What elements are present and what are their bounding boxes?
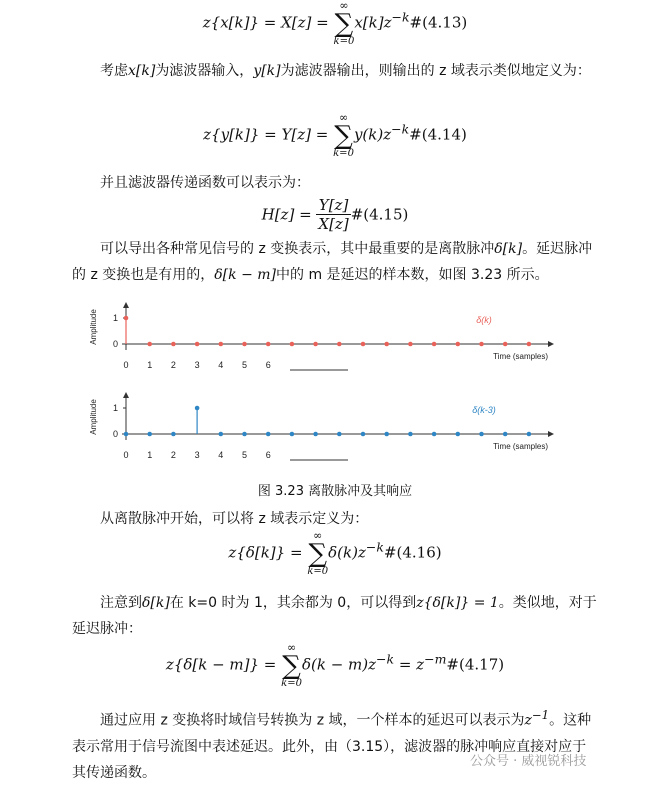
stem-point <box>290 432 295 437</box>
sum-lower: k=0 <box>333 36 355 47</box>
eq-tag: #(4.15) <box>350 205 409 224</box>
equation-4-14 <box>0 112 670 159</box>
stem-point <box>171 432 176 437</box>
eq-tag: #(4.16) <box>383 543 442 562</box>
eq-lhs: z{y[k]} = Y[z] = <box>203 125 334 144</box>
stem-point <box>266 342 271 347</box>
x-axis-arrow <box>548 431 554 437</box>
eq-exp: −k <box>365 539 384 555</box>
paragraph-5 <box>72 590 600 642</box>
x-tick-label: 3 <box>194 450 200 460</box>
equation-4-13 <box>0 0 670 47</box>
stem-point <box>408 432 413 437</box>
stem-point <box>527 432 532 437</box>
math-inline: δ[k − m] <box>214 267 276 283</box>
stem-point <box>503 342 508 347</box>
math-exp: −1 <box>531 708 550 722</box>
sum-symbol: ∞ ∑ k=0 <box>281 641 302 689</box>
paragraph-4: 从离散脉冲开始，可以将 z 域表示定义为： <box>100 511 369 527</box>
equation-4-16 <box>0 530 670 577</box>
figure-caption: 图 3.23 离散脉冲及其响应 <box>257 484 413 499</box>
math-inline: δ[k] <box>142 595 170 611</box>
fraction <box>316 196 350 233</box>
stem-point <box>171 342 176 347</box>
x-tick-label: 0 <box>123 450 129 460</box>
x-tick-label: 3 <box>194 360 200 370</box>
text: 通过应用 z 变换将时域信号转换为 z 域，一个样本的延迟可以表示为 <box>100 712 525 729</box>
eq-tag: #(4.17) <box>446 655 505 674</box>
text: 中的 m 是延迟的样本数，如图 3.23 所示。 <box>276 267 549 283</box>
paragraph-3 <box>72 236 600 288</box>
x-tick-label: 0 <box>123 360 129 370</box>
x-tick-label: 4 <box>218 450 224 460</box>
paragraph-2: 并且滤波器传递函数可以表示为： <box>100 175 310 191</box>
y-tick-label: 0 <box>112 339 118 349</box>
y-tick-label: 1 <box>112 313 118 323</box>
sum-upper: ∞ <box>286 641 297 654</box>
stem-point <box>384 342 389 347</box>
text: 为滤波器输入， <box>155 63 254 79</box>
equation-4-17 <box>0 642 670 689</box>
eq-body: x[k]z <box>354 13 392 32</box>
eq-lhs: z{x[k]} = X[z] = <box>202 13 334 32</box>
text: 。这种表示常用于信号流图中表述延迟。此外，由（3.15），滤波器的脉冲响应直接对应于其传递函数。 <box>72 712 592 781</box>
sum-symbol: ∞ ∑ k=0 <box>307 529 329 577</box>
y-axis-arrow <box>123 302 129 308</box>
x-tick-label: 4 <box>218 360 224 370</box>
x-tick-label: 2 <box>170 360 176 370</box>
eq-exp: −k <box>391 121 410 137</box>
text: 可以导出各种常见信号的 z 变换表示，其中最重要的是离散脉冲 <box>100 241 495 257</box>
eq-lhs: H[z] = <box>261 205 317 224</box>
stem-point <box>361 342 366 347</box>
y-axis-label: Amplitude <box>89 399 98 435</box>
sum-symbol: ∞ ∑ k=0 <box>333 111 354 159</box>
stem-point <box>124 432 129 437</box>
fraction-denominator: X[z] <box>318 215 349 233</box>
math-inline: z <box>524 712 532 729</box>
equation-4-15 <box>0 196 670 233</box>
text: 。延迟脉冲的 z 变换也是有用的， <box>72 241 593 283</box>
legend-label: δ(k-3) <box>472 405 496 415</box>
eq-exp: −k <box>376 651 395 667</box>
x-tick-label: 5 <box>241 360 248 370</box>
math-inline: y[k] <box>253 63 281 79</box>
eq-tag: #(4.13) <box>409 13 468 32</box>
stem-point <box>266 432 271 437</box>
stem-point <box>384 432 389 437</box>
x-axis-label: Time (samples) <box>493 442 548 451</box>
text: 考虑 <box>100 63 128 79</box>
stem-point <box>219 342 224 347</box>
stem-point <box>242 432 247 437</box>
math-inline: z{δ[k]} = 1 <box>416 595 499 611</box>
text: 注意到 <box>100 595 142 611</box>
watermark: 公众号 · 威视锐科技 <box>470 754 587 769</box>
stem-point <box>503 432 508 437</box>
y-tick-label: 1 <box>112 403 118 413</box>
eq-lhs: z{δ[k]} = <box>228 543 308 562</box>
x-tick-label: 6 <box>265 360 271 370</box>
eq-body: y(k)z <box>353 125 392 144</box>
sum-lower: k=0 <box>281 678 302 689</box>
stem-point <box>242 342 247 347</box>
x-tick-label: 1 <box>147 450 153 460</box>
figure-3-23 <box>0 298 670 473</box>
stem-point <box>195 342 200 347</box>
stem-point <box>408 342 413 347</box>
x-tick-label: 6 <box>265 450 271 460</box>
stem-point <box>361 432 366 437</box>
math-inline: x[k] <box>128 63 156 79</box>
stem-point <box>147 432 152 437</box>
eq-exp: −k <box>391 9 410 25</box>
x-axis-arrow <box>548 341 554 347</box>
stem-point <box>313 432 318 437</box>
stem-point <box>432 342 437 347</box>
fraction-numerator: Y[z] <box>316 196 350 215</box>
stem-point <box>313 342 318 347</box>
paragraph-6 <box>72 702 600 786</box>
eq-rhs: = z <box>394 655 425 674</box>
stem-point <box>479 342 484 347</box>
stem-point <box>479 432 484 437</box>
stem-point <box>147 342 152 347</box>
sum-upper: ∞ <box>339 0 349 12</box>
text: 为滤波器输出，则输出的 z 域表示类似地定义为： <box>280 63 591 79</box>
stem-point <box>290 342 295 347</box>
eq-tag: #(4.14) <box>409 125 467 144</box>
stem-point <box>337 342 342 347</box>
stem-point <box>432 432 437 437</box>
stem-point <box>456 432 461 437</box>
stem-point <box>337 432 342 437</box>
eq-rhs-exp: −m <box>424 651 447 667</box>
text: 在 k=0 时为 1，其余都为 0，可以得到 <box>169 595 417 611</box>
paragraph-1 <box>72 58 600 84</box>
x-tick-label: 5 <box>241 450 248 460</box>
eq-body: δ(k)z <box>328 543 366 562</box>
legend-label: δ(k) <box>476 315 492 325</box>
y-tick-label: 0 <box>112 429 118 439</box>
stem-point <box>124 316 129 321</box>
sum-lower: k=0 <box>307 566 329 577</box>
stem-point <box>195 406 200 411</box>
sum-lower: k=0 <box>333 148 354 159</box>
math-inline: δ[k] <box>494 241 523 257</box>
y-axis-label: Amplitude <box>89 309 98 345</box>
y-axis-arrow <box>123 392 129 398</box>
stem-point <box>527 342 532 347</box>
eq-body: δ(k − m)z <box>301 655 377 674</box>
eq-lhs: z{δ[k − m]} = <box>165 655 282 674</box>
stem-point <box>456 342 461 347</box>
stem-point <box>219 432 224 437</box>
sum-upper: ∞ <box>338 111 349 124</box>
text: 。类似地，对于延迟脉冲： <box>72 595 597 637</box>
x-tick-label: 1 <box>147 360 153 370</box>
sum-upper: ∞ <box>313 529 323 542</box>
x-tick-label: 2 <box>170 450 176 460</box>
x-axis-label: Time (samples) <box>493 352 548 361</box>
sum-symbol: ∞ ∑ k=0 <box>333 0 355 47</box>
